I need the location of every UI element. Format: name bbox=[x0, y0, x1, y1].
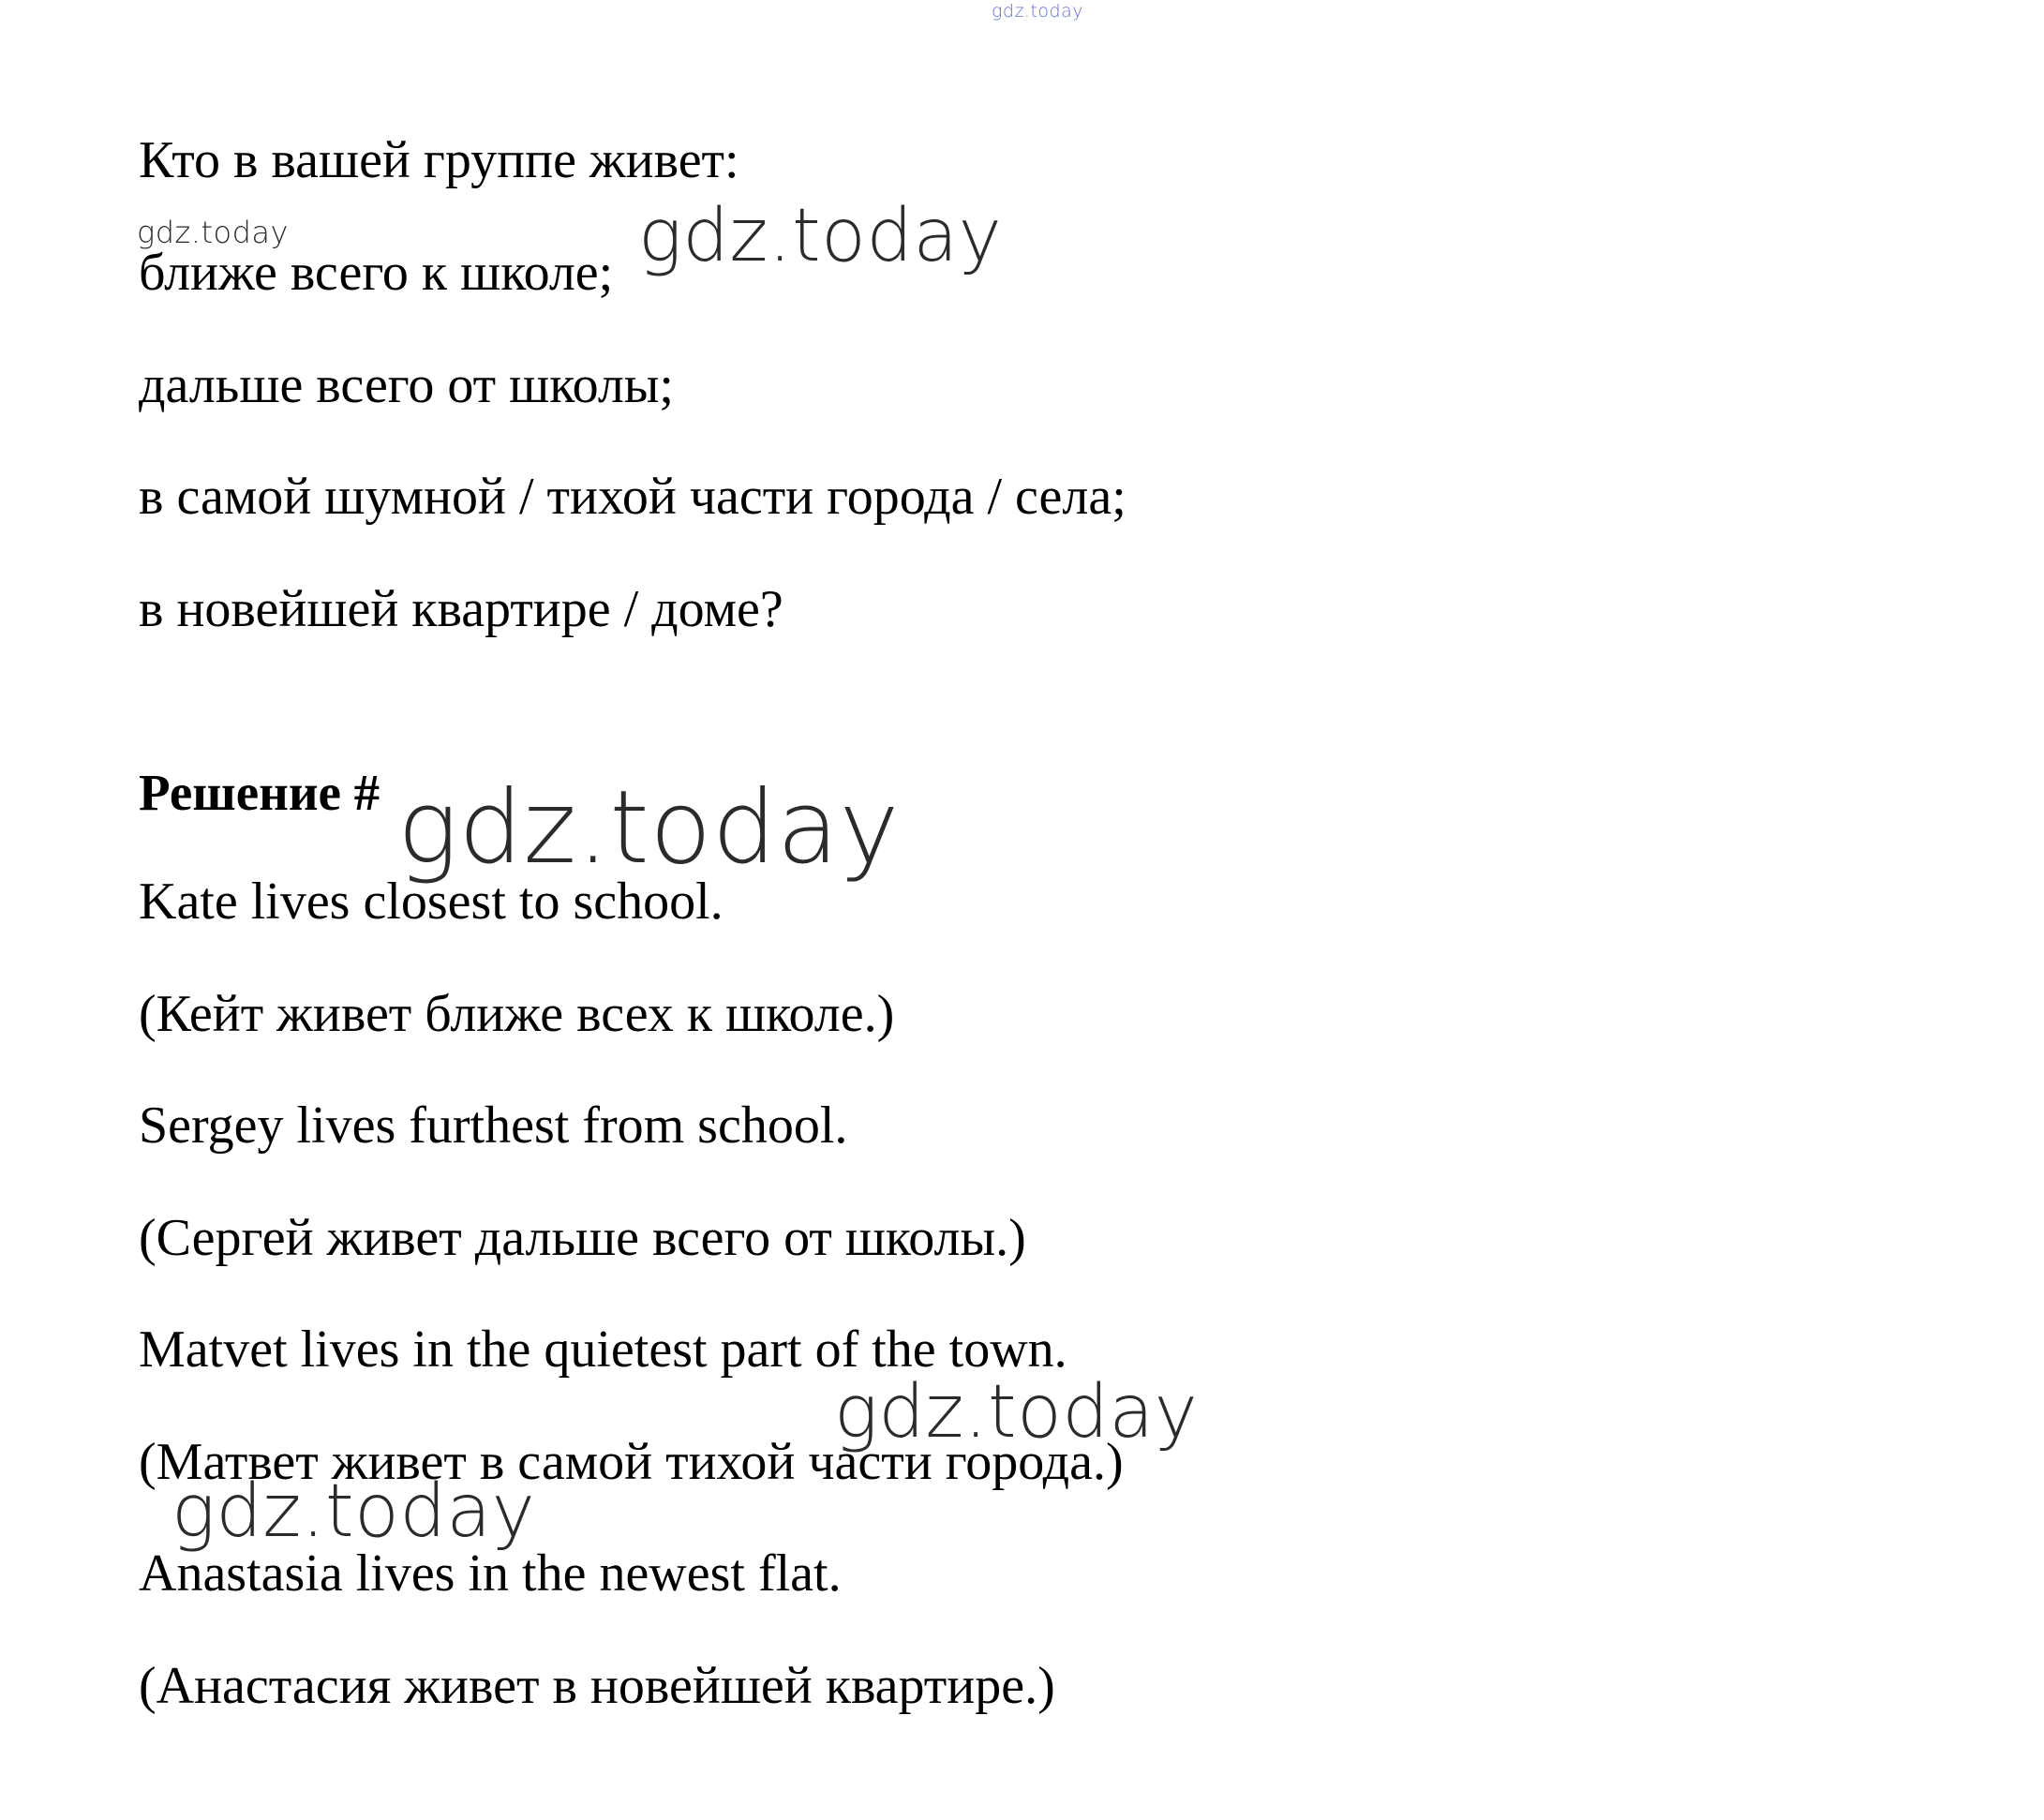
solution-line-3: Sergey lives furthest from school. bbox=[139, 1096, 848, 1155]
task-item-noisiest-quietest: в самой шумной / тихой части города / села; bbox=[139, 468, 1126, 526]
solution-line-8: (Анастасия живет в новейшей квартире.) bbox=[139, 1657, 1055, 1715]
solution-line-7: Anastasia lives in the newest flat. bbox=[139, 1544, 842, 1603]
solution-line-5: Matvet lives in the quietest part of the town. bbox=[139, 1320, 1067, 1379]
task-item-closest: ближе всего к школе; bbox=[139, 244, 614, 302]
task-item-newest: в новейшей квартире / доме? bbox=[139, 580, 783, 638]
watermark-small: gdz.today bbox=[137, 215, 289, 250]
solution-line-4: (Сергей живет дальше всего от школы.) bbox=[139, 1209, 1026, 1267]
solution-line-2: (Кейт живет ближе всех к школе.) bbox=[139, 985, 895, 1043]
watermark-mid-2: gdz.today bbox=[834, 1370, 1199, 1455]
solution-line-6: (Матвет живет в самой тихой части города.) bbox=[139, 1433, 1124, 1491]
watermark-top: gdz.today bbox=[992, 1, 1083, 22]
watermark-mid-1: gdz.today bbox=[638, 194, 1003, 278]
watermark-big: gdz.today bbox=[397, 769, 900, 887]
task-intro: Кто в вашей группе живет: bbox=[139, 131, 739, 189]
task-item-furthest: дальше всего от школы; bbox=[139, 356, 674, 414]
solution-heading: Решение # bbox=[139, 764, 380, 821]
watermark-mid-3: gdz.today bbox=[172, 1469, 536, 1554]
solution-line-1: Kate lives closest to school. bbox=[139, 873, 724, 931]
